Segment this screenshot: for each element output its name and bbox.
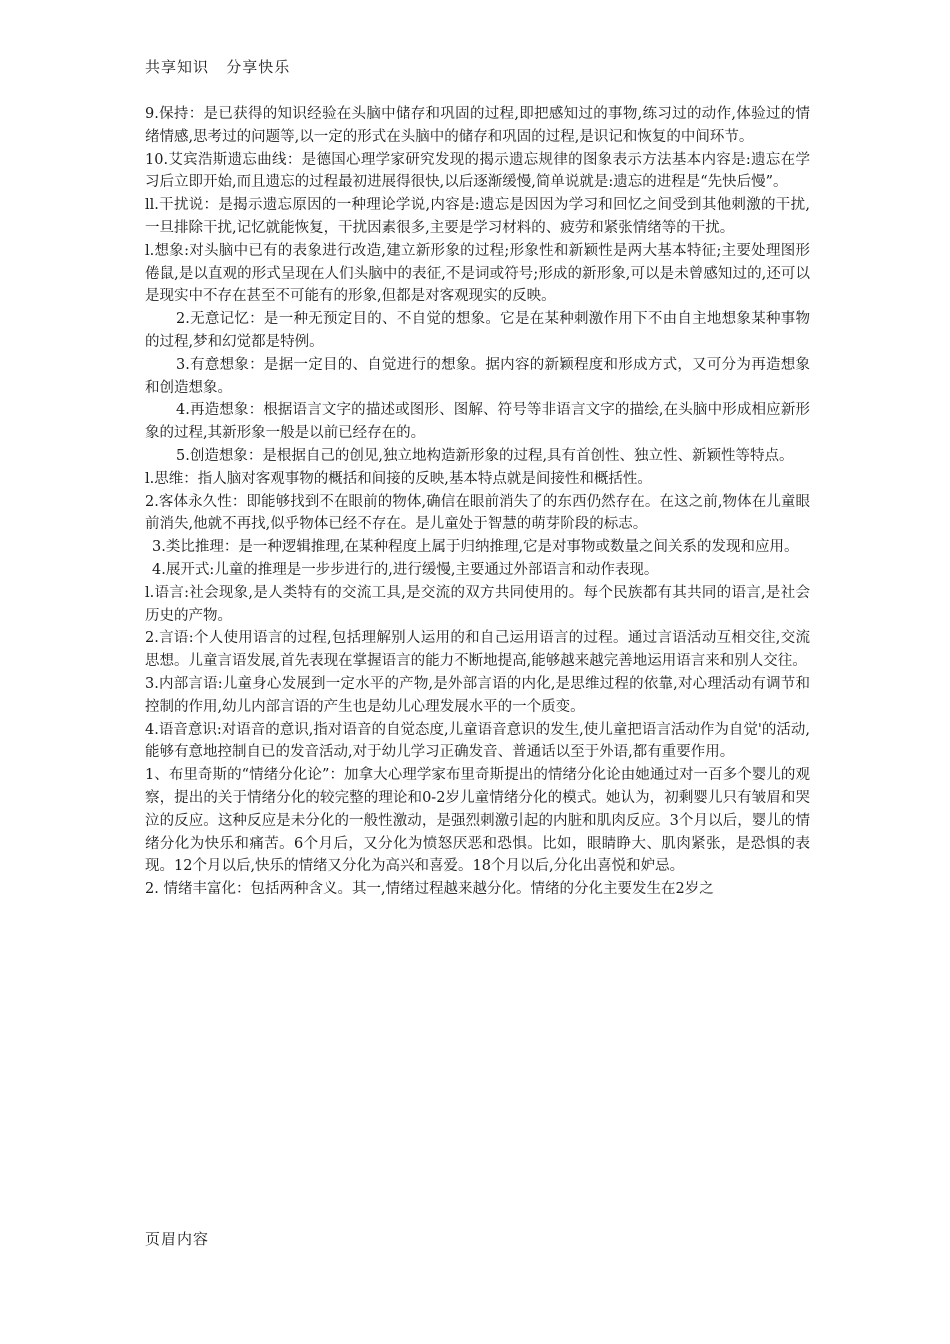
paragraph: 5.创造想象：是根据自己的创见,独立地构造新形象的过程,具有首创性、独立性、新颖性等特点。 — [176, 447, 794, 464]
paragraph: 2.无意记忆：是一种无预定目的、不自觉的想象。它是在某种刺激作用下不由自主地想象某种事物的过程,梦和幻觉都是特例。 — [145, 311, 810, 350]
paragraph: 1、布里奇斯的“情绪分化论”：加拿大心理学家布里奇斯提出的情绪分化论由她通过对一百多个婴儿的观察，提出的关于情绪分化的较完整的理论和0-2岁儿童情绪分化的模式。她认为，初剩婴儿只有皱眉和哭泣的反应。这种反应是未分化的一般性激动，是强烈刺激引起的内脏和肌肉反应。3个月以后，婴儿的情绪分化为快乐和痛苦。6个月后，又分化为愤怒厌恶和恐惧。比如，眼睛睁大、肌肉紧张，是恐惧的表现。12个月以后,快乐的情绪又分化为高兴和喜爱。18个月以后,分化出喜悦和妒忌。 — [145, 767, 810, 875]
paragraph: 4.再造想象：根据语言文字的描述或图形、图解、符号等非语言文字的描绘,在头脑中形成相应新形象的过程,其新形象一般是以前已经存在的。 — [145, 402, 810, 442]
paragraph: l.想象:对头脑中已有的表象进行改造,建立新形象的过程;形象性和新颖性是两大基本特征;主要处理图形倦鼠,是以直观的形式呈现在人们头脑中的表征,不是词或符号;形成的新形象,可以是未曾感知过的,还可以是现实中不存在甚至不可能有的形象,但都是对客观现实的反映。 — [145, 242, 810, 305]
paragraph: 3.有意想象：是据一定目的、自觉进行的想象。据内容的新颖程度和形成方式，又可分为再造想象和创造想象。 — [145, 356, 810, 396]
page-footer: 页眉内容 — [145, 1230, 210, 1248]
paragraph: ll.干扰说：是揭示遗忘原因的一种理论学说,内容是:遗忘是因因为学习和回忆之间受到其他刺激的干扰,一旦排除干扰,记忆就能恢复，干扰因素很多,主要是学习材料的、疲劳和紧张情绪等的干扰。 — [145, 197, 810, 236]
paragraph: 4.语音意识:对语音的意识,指对语音的自觉态度,儿童语音意识的发生,使儿童把语言活动作为自觉'的活动,能够有意地控制自已的发音活动,对于幼儿学习正确发音、普通话以至于外语,都有重要作用。 — [145, 721, 810, 761]
paragraph: l.语言:社会现象,是人类特有的交流工具,是交流的双方共同使用的。每个民族都有其共同的语言,是社会历史的产物。 — [145, 584, 810, 624]
paragraph: 10.艾宾浩斯遗忘曲线：是德国心理学家研究发现的揭示遗忘规律的图象表示方法基本内容是:遗忘在学习后立即开始,而且遗忘的过程最初进展得很快,以后逐渐缓慢,简单说就是:遗忘的进程是“先快后慢”。 — [145, 151, 810, 191]
paragraph: 9.保持：是已获得的知识经验在头脑中储存和巩固的过程,即把感知过的事物,练习过的动作,体验过的情绪情感,思考过的问题等,以一定的形式在头脑中的储存和巩固的过程,是识记和恢复的中间环节。 — [145, 106, 810, 145]
paragraph: 4.展开式:儿童的推理是一步步进行的,进行缓慢,主要通过外部语言和动作表现。 — [152, 561, 659, 578]
document-body — [145, 103, 810, 901]
paragraph: 3.类比推理：是一种逻辑推理,在某种程度上属于归纳推理,它是对事物或数量之间关系的发现和应用。 — [152, 539, 799, 556]
paragraph: 2. 情绪丰富化：包括两种含义。其一,情绪过程越来越分化。情绪的分化主要发生在2岁之 — [145, 881, 714, 898]
paragraph: 3.内部言语:儿童身心发展到一定水平的产物,是外部言语的内化,是思维过程的依靠,对心理活动有调节和控制的作用,幼儿内部言语的产生也是幼儿心理发展水平的一个质变。 — [145, 675, 810, 715]
paragraph: 2.言语:个人使用语言的过程,包括理解别人运用的和自己运用语言的过程。通过言语活动互相交往,交流思想。儿童言语发展,首先表现在掌握语言的能力不断地提高,能够越来越完善地运用语言来和别人交往。 — [145, 630, 810, 670]
paragraph: l.思维：指人脑对客观事物的概括和间接的反映,基本特点就是间接性和概括性。 — [145, 470, 652, 487]
paragraph: 2.客体永久性：即能够找到不在眼前的物体,确信在眼前消失了的东西仍然存在。在这之前,物体在儿童眼前消失,他就不再找,似乎物体已经不存在。是儿童处于智慧的萌芽阶段的标志。 — [145, 493, 810, 533]
page-header: 共享知识 分享快乐 — [145, 58, 291, 76]
